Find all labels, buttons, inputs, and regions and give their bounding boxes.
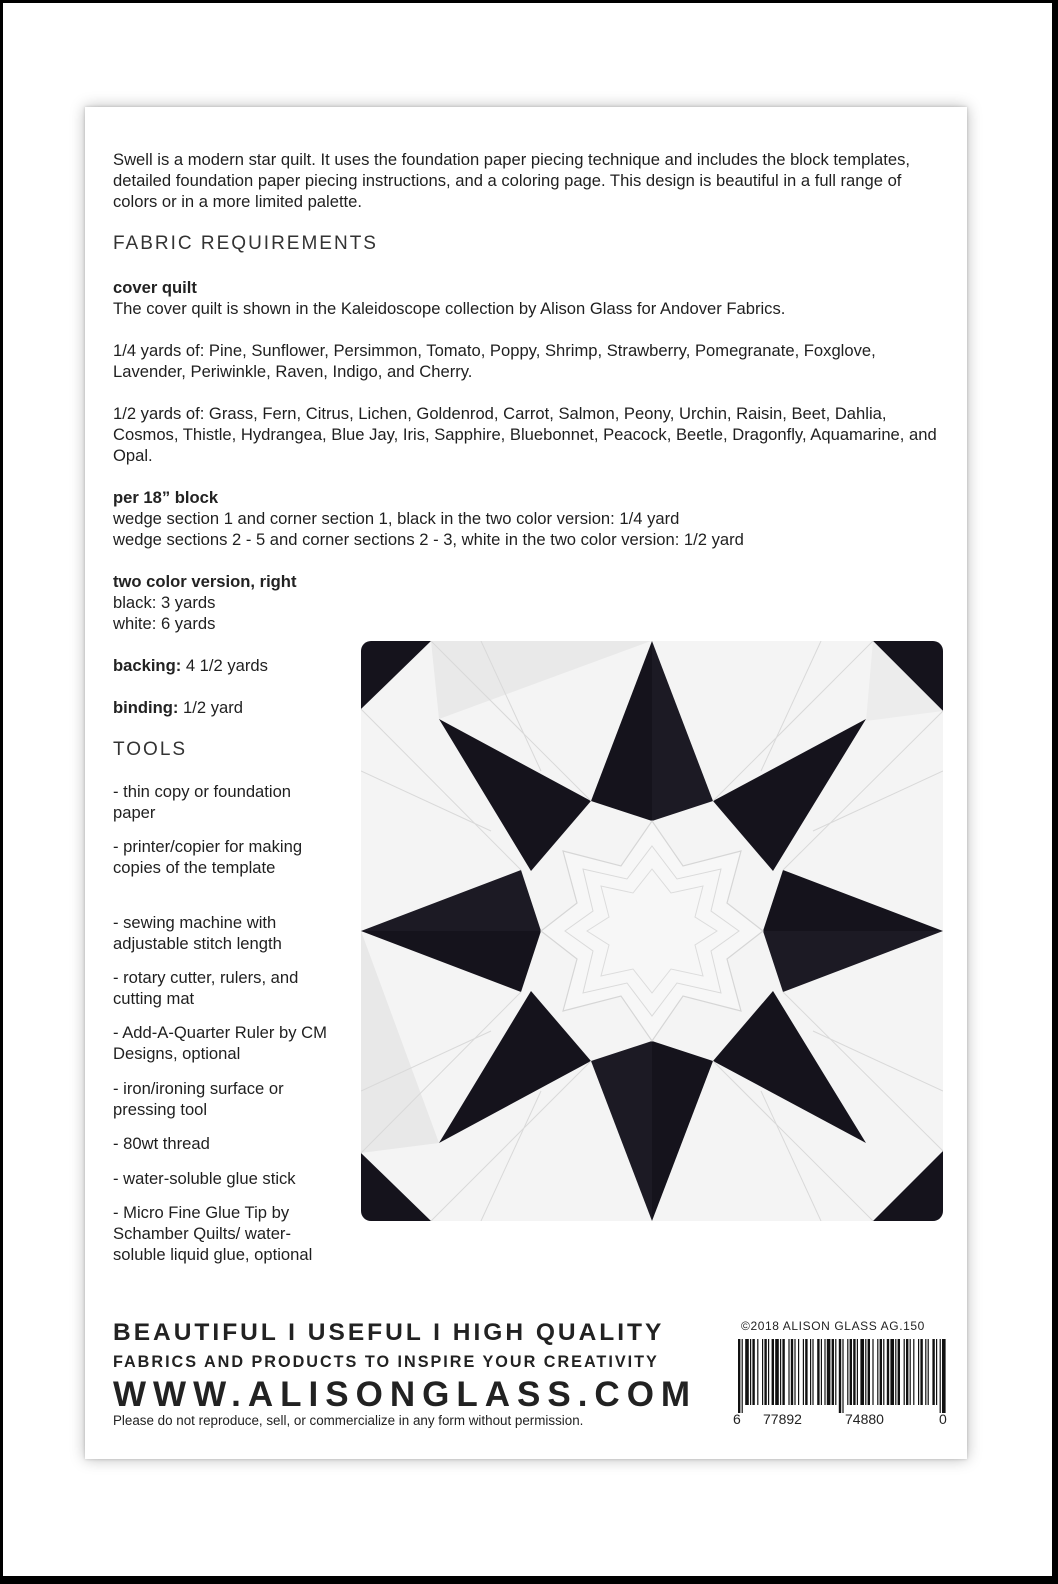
barcode-bar — [745, 1339, 749, 1405]
center-star — [541, 821, 763, 1041]
tools-heading: TOOLS — [113, 739, 188, 760]
tagline: BEAUTIFUL I USEFUL I HIGH QUALITY — [113, 1319, 665, 1346]
barcode-bar — [920, 1339, 922, 1405]
barcode-bar — [764, 1339, 766, 1405]
barcode-bar — [877, 1339, 878, 1405]
binding-value: 1/2 yard — [178, 698, 244, 717]
barcode-bar — [805, 1339, 807, 1405]
barcode-bar — [798, 1339, 799, 1405]
barcode-bar — [940, 1339, 941, 1413]
copyright-notice: Please do not reproduce, sell, or commercialize in any form without permission. — [113, 1413, 584, 1428]
barcode-bar — [880, 1339, 882, 1405]
barcode-bar — [750, 1339, 751, 1405]
barcode-bar — [853, 1339, 855, 1405]
intro-paragraph: Swell is a modern star quilt. It uses the foundation paper piecing technique and includes the block templates, detailed foundation paper piecing instructions, and a coloring page. This design is beautiful in a full range of colors or in a more limited palette. — [113, 150, 910, 211]
barcode-bar — [925, 1339, 926, 1405]
cover-quilt-heading: cover quilt — [113, 278, 197, 297]
quarter-yard-list: 1/4 yards of: Pine, Sunflower, Persimmon, Tomato, Poppy, Shrimp, Strawberry, Pomegranate, Foxglove, Lavender, Periwinkle, Raven, Indigo, and Cherry. — [113, 341, 876, 381]
barcode-bar — [865, 1339, 866, 1405]
cover-quilt-section — [113, 277, 943, 319]
barcode-bar — [821, 1339, 822, 1405]
barcode-bar — [868, 1339, 870, 1405]
tool-item: - Add-A-Quarter Ruler by CM Designs, optional — [113, 1023, 327, 1063]
star-quilt-photo — [361, 641, 943, 1221]
tool-item: - water-soluble glue stick — [113, 1169, 296, 1188]
pattern-back-cover — [85, 107, 967, 1459]
barcode-bar — [757, 1339, 758, 1405]
two-color-heading: two color version, right — [113, 572, 297, 591]
barcode-bar — [794, 1339, 795, 1405]
per-block-line-2: wedge sections 2 - 5 and corner sections 2 - 3, white in the two color version: 1/2 yard — [113, 530, 744, 549]
barcode-bar — [850, 1339, 852, 1405]
per-block-section — [113, 487, 943, 550]
barcode-bar — [752, 1339, 754, 1405]
barcode-bar — [812, 1339, 813, 1405]
barcode-bar — [738, 1339, 740, 1413]
barcode-bar — [928, 1339, 929, 1405]
barcode-bar — [872, 1339, 873, 1405]
barcode-bar — [780, 1339, 781, 1405]
tool-item: - printer/copier for making copies of the template — [113, 837, 303, 877]
tool-item: - iron/ironing surface or pressing tool — [113, 1079, 284, 1119]
barcode-bar — [788, 1339, 789, 1405]
barcode-bar — [887, 1339, 889, 1405]
backing-label: backing: — [113, 656, 182, 675]
barcode-bar — [890, 1339, 894, 1405]
backing-value: 4 1/2 yards — [181, 656, 268, 675]
barcode-bar — [835, 1339, 836, 1405]
barcode-bar — [791, 1339, 793, 1405]
barcode-bar — [932, 1339, 934, 1405]
barcode-bar — [860, 1339, 864, 1405]
tool-item: - 80wt thread — [113, 1134, 210, 1153]
barcode-bar — [898, 1339, 900, 1405]
two-color-white: white: 6 yards — [113, 614, 216, 633]
tool-item: - Micro Fine Glue Tip by Schamber Quilts/ water-soluble liquid glue, optional — [113, 1203, 313, 1264]
barcode-bar — [775, 1339, 779, 1405]
fabric-requirements-heading: FABRIC REQUIREMENTS — [113, 233, 378, 254]
barcode-bar — [918, 1339, 919, 1405]
copyright-label: ©2018 ALISON GLASS AG.150 — [741, 1319, 925, 1333]
cover-quilt-text: The cover quilt is shown in the Kaleidoscope collection by Alison Glass for Andover Fabrics. — [113, 299, 786, 318]
per-block-line-1: wedge section 1 and corner section 1, black in the two color version: 1/4 yard — [113, 509, 680, 528]
barcode-bar — [839, 1339, 841, 1413]
barcode-bar — [913, 1339, 914, 1405]
tool-item: - sewing machine with adjustable stitch length — [113, 913, 282, 953]
tool-item: - thin copy or foundation paper — [113, 782, 292, 822]
barcode-bar — [842, 1339, 843, 1413]
barcode-bar — [832, 1339, 834, 1405]
barcode-icon — [738, 1339, 946, 1413]
barcode-bar — [782, 1339, 784, 1405]
barcode-bar — [824, 1339, 825, 1405]
per-block-heading: per 18” block — [113, 488, 219, 507]
barcode-bar — [772, 1339, 774, 1405]
two-color-section — [113, 571, 943, 634]
barcode-bar — [942, 1339, 946, 1413]
barcode-group: 74880 — [845, 1411, 884, 1427]
barcode-bar — [803, 1339, 804, 1405]
barcode-bar — [895, 1339, 896, 1405]
barcode-bar — [904, 1339, 905, 1405]
barcode-bar — [910, 1339, 911, 1405]
barcode-bar — [883, 1339, 884, 1405]
barcode-bar — [847, 1339, 848, 1405]
barcode-bar — [742, 1339, 743, 1413]
half-yard-list: 1/2 yards of: Grass, Fern, Citrus, Lichen, Goldenrod, Carrot, Salmon, Peony, Urchin, Raisin, Beet, Dahlia, Cosmos, Thistle, Hydrangea, Blue Jay, Iris, Sapphire, Bluebonnet, Peacock, Beetle, Dragonfly, Aquamarine, and Opal. — [113, 404, 937, 465]
barcode-bar — [906, 1339, 908, 1405]
barcode-bar — [936, 1339, 937, 1405]
binding-label: binding: — [113, 698, 179, 717]
barcode-bar — [762, 1339, 763, 1405]
barcode-bar — [857, 1339, 858, 1405]
tool-item: - rotary cutter, rulers, and cutting mat — [113, 968, 299, 1008]
two-color-black: black: 3 yards — [113, 593, 216, 612]
barcode-bar — [827, 1339, 831, 1405]
subline: FABRICS AND PRODUCTS TO INSPIRE YOUR CREATIVITY — [113, 1353, 659, 1371]
website-url[interactable]: WWW.ALISONGLASS.COM — [113, 1375, 698, 1414]
barcode-bar — [768, 1339, 769, 1405]
barcode-digit: 6 — [733, 1411, 741, 1427]
barcode-bar — [817, 1339, 819, 1405]
barcode-group: 77892 — [763, 1411, 802, 1427]
barcode-bar — [810, 1339, 811, 1405]
barcode-digit: 0 — [939, 1411, 947, 1427]
